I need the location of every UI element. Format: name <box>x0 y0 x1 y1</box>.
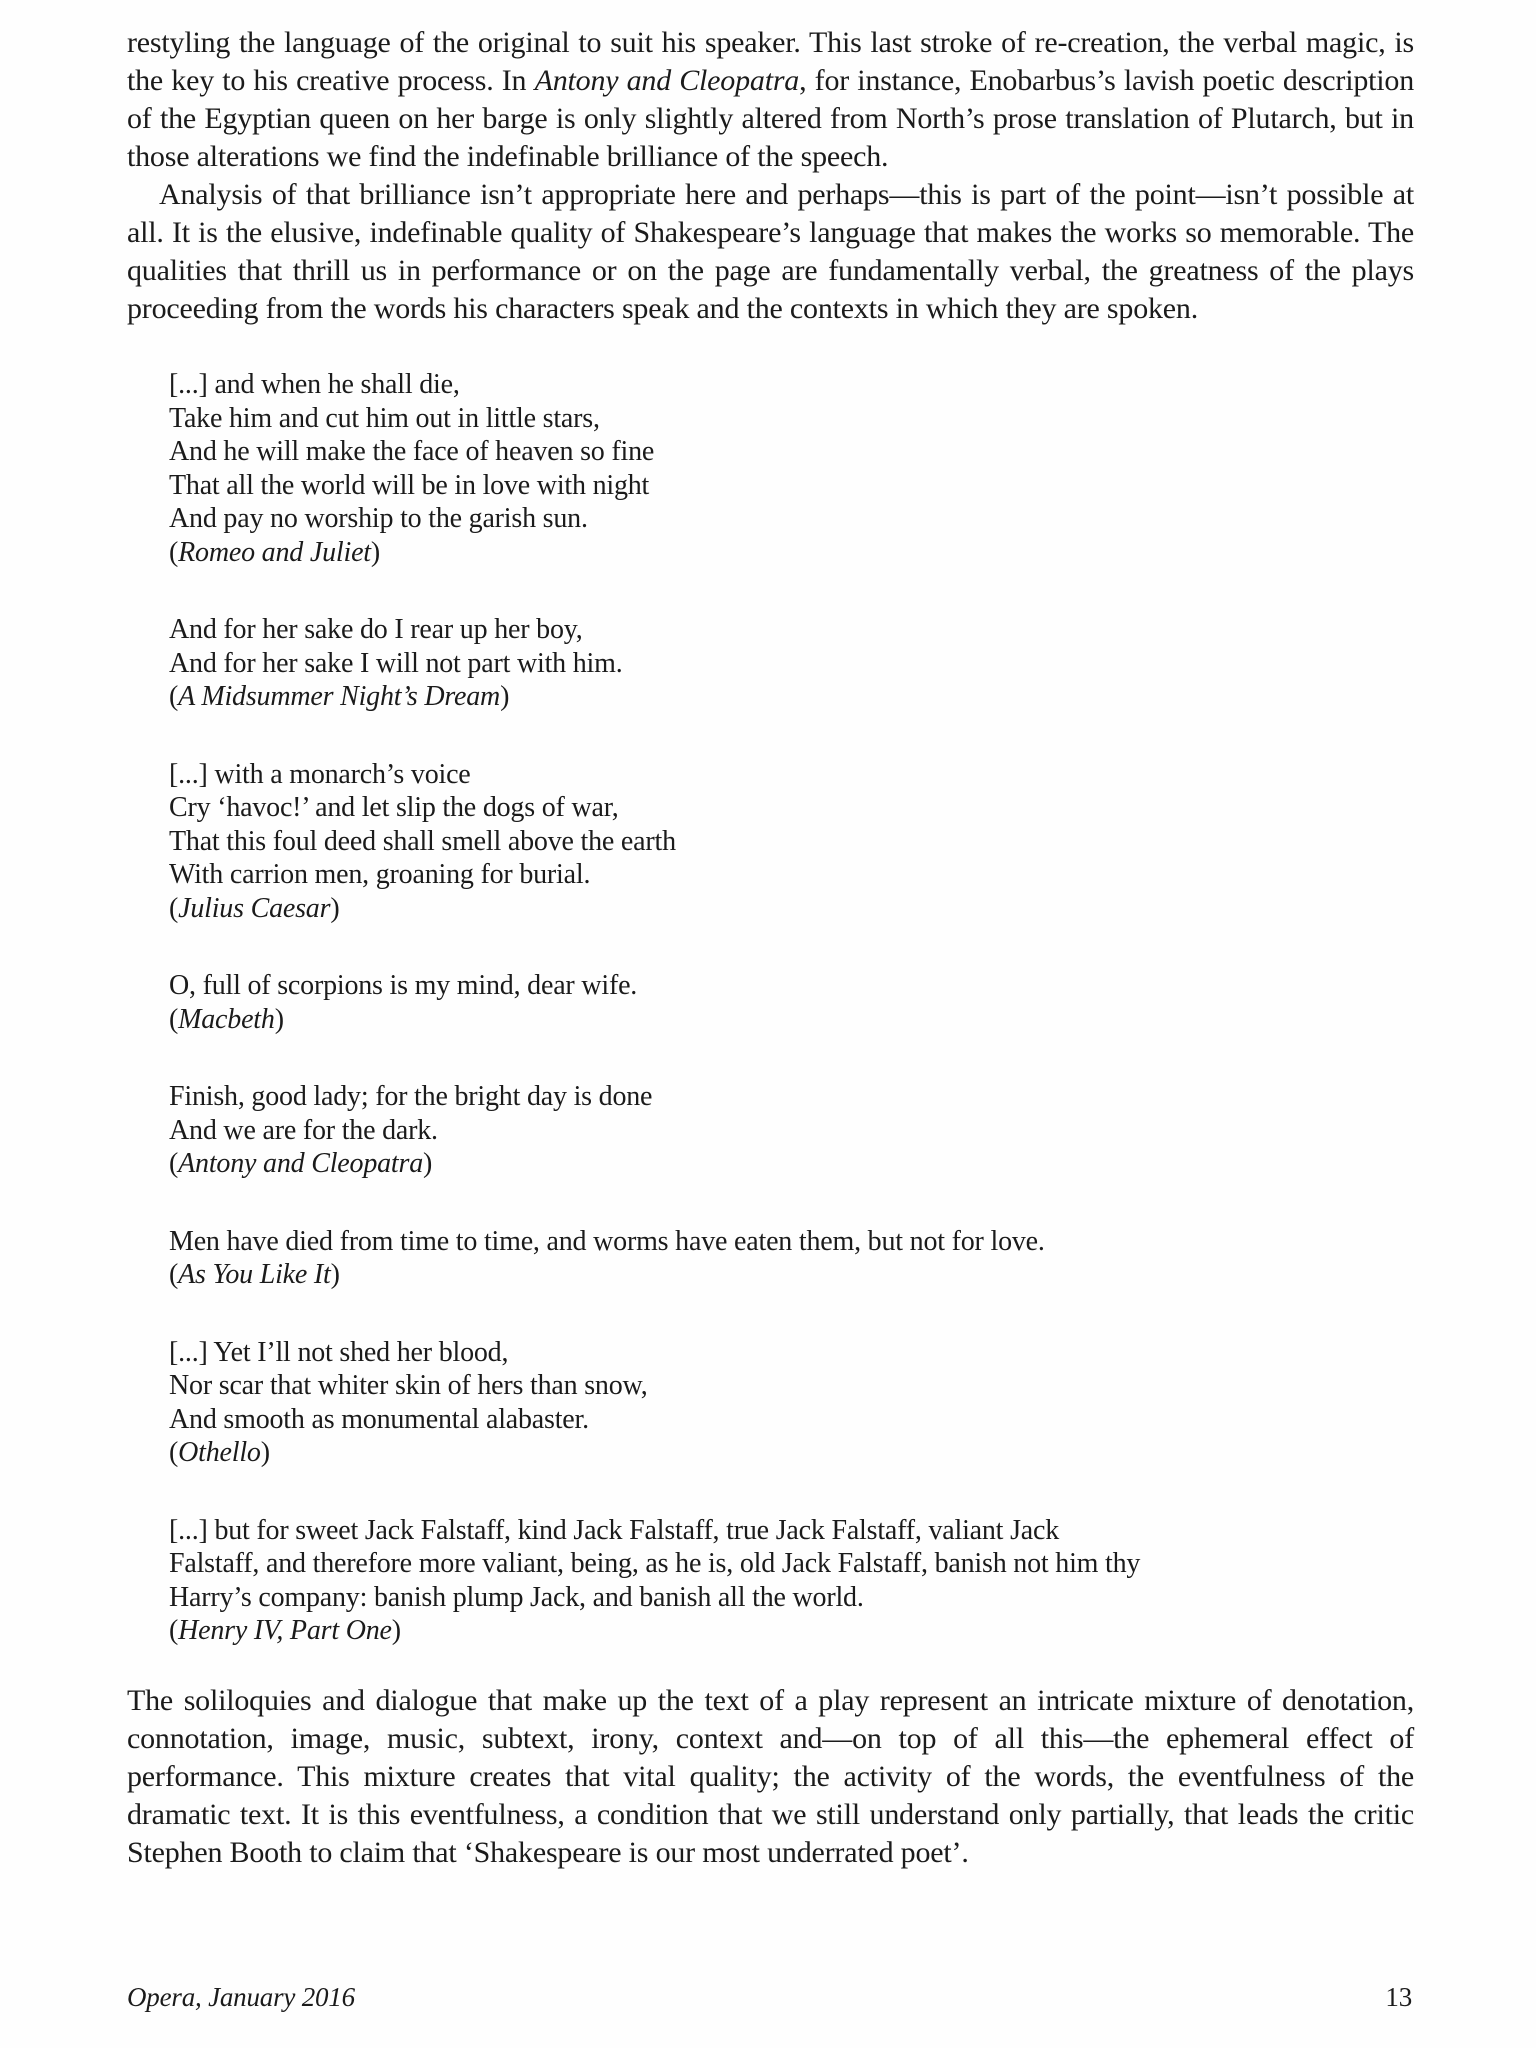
play-title: Antony and Cleopatra <box>178 1148 423 1179</box>
block-quote-midsummer-nights-dream <box>169 613 1414 714</box>
play-title: Romeo and Juliet <box>178 536 371 568</box>
quote-attribution <box>169 1258 1414 1292</box>
quote-attribution <box>169 1436 1414 1470</box>
quote-line: Nor scar that whiter skin of hers than snow, <box>169 1370 648 1401</box>
quote-line: Falstaff, and therefore more valiant, being, as he is, old Jack Falstaff, banish not him thy <box>169 1548 1141 1579</box>
paren-open: ( <box>169 536 179 568</box>
paren-close: ) <box>370 536 380 568</box>
block-quote-as-you-like-it <box>169 1225 1414 1292</box>
page-content <box>127 24 1414 1872</box>
quote-line: And for her sake do I rear up her boy, <box>169 614 583 645</box>
play-title-inline: Antony and Cleopatra <box>534 64 800 97</box>
quote-line: With carrion men, groaning for burial. <box>169 859 591 890</box>
quote-line: [...] and when he shall die, <box>169 369 460 400</box>
page-footer <box>127 1982 1412 2012</box>
quote-line: Finish, good lady; for the bright day is done <box>169 1081 653 1112</box>
quote-attribution <box>169 1003 1414 1037</box>
block-quote-othello <box>169 1336 1414 1470</box>
block-quote-henry-iv-part-one <box>169 1514 1414 1648</box>
paren-open: ( <box>169 1148 179 1179</box>
block-quote-romeo-and-juliet <box>169 368 1414 569</box>
paren-close: ) <box>330 892 340 924</box>
quote-attribution <box>169 1614 1414 1648</box>
block-quote-antony-and-cleopatra <box>169 1080 1414 1181</box>
paren-close: ) <box>330 1259 340 1290</box>
paragraph-continuation <box>127 24 1414 176</box>
paren-open: ( <box>169 892 179 924</box>
quote-attribution <box>169 892 1414 926</box>
play-title: A Midsummer Night’s Dream <box>178 681 501 712</box>
page-number: 13 <box>1385 1982 1412 2012</box>
quote-line: And pay no worship to the garish sun. <box>169 503 588 534</box>
paragraph-analysis: Analysis of that brilliance isn’t appropriate here and perhaps—this is part of the point—isn’t possible at all. It is the elusive, indefinable quality of Shakespeare’s language that makes the works so memorable. The qualities that thrill us in performance or on the page are fundamentally verbal, the greatness of the plays proceeding from the words his characters speak and the contexts in which they are spoken. <box>127 178 1414 325</box>
quote-line: O, full of scorpions is my mind, dear wife. <box>169 970 638 1001</box>
quote-line: [...] but for sweet Jack Falstaff, kind Jack Falstaff, true Jack Falstaff, valiant Jack <box>169 1514 1060 1546</box>
paren-close: ) <box>274 1003 284 1035</box>
paragraph-text: restyling the language of the original to suit his speaker. This last stroke of re-creation, the verbal magic, is the key to his creative process. In <box>127 26 1414 97</box>
quote-line: Cry ‘havoc!’ and let slip the dogs of war, <box>169 792 619 823</box>
block-quote-julius-caesar <box>169 758 1414 926</box>
quote-attribution <box>169 536 1414 570</box>
paren-open: ( <box>169 1003 179 1035</box>
quote-list <box>169 368 1414 1648</box>
quote-line: And for her sake I will not part with him. <box>169 647 623 679</box>
quote-line: [...] with a monarch’s voice <box>169 758 471 790</box>
quote-attribution <box>169 1147 1414 1181</box>
quote-line: And smooth as monumental alabaster. <box>169 1403 589 1435</box>
play-title: As You Like It <box>178 1259 331 1290</box>
block-quote-macbeth <box>169 969 1414 1036</box>
play-title: Henry IV, Part One <box>178 1615 392 1646</box>
paren-close: ) <box>423 1148 433 1179</box>
quote-line: [...] Yet I’ll not shed her blood, <box>169 1336 509 1368</box>
quote-attribution <box>169 680 1414 714</box>
paren-open: ( <box>169 681 179 712</box>
paragraph-closing: The soliloquies and dialogue that make up the text of a play represent an intricate mixture of denotation, connotation, image, music, subtext, irony, context and—on top of all this—the ephemeral effect of performance. This mixture creates that vital quality; the activity of the words, the eventfulness of the dramatic text. It is this eventfulness, a condition that we still understand only partially, that leads the critic Stephen Booth to claim that ‘Shakespeare is our most underrated poet’. <box>127 1683 1414 1869</box>
quote-line: That all the world will be in love with night <box>169 469 650 501</box>
paren-open: ( <box>169 1259 179 1290</box>
quote-line: Men have died from time to time, and worms have eaten them, but not for love. <box>169 1225 1045 1257</box>
quote-line: And he will make the face of heaven so fine <box>169 436 655 467</box>
paragraph-text: , for instance, Enobarbus’s lavish poetic description of the Egyptian queen on her barge is only slightly altered from North’s prose translation of Plutarch, but in those alterations we find the indefinable brilliance of the speech. <box>127 64 1414 173</box>
paren-close: ) <box>391 1615 401 1646</box>
play-title: Julius Caesar <box>178 892 331 924</box>
quote-line: That this foul deed shall smell above the earth <box>169 825 676 857</box>
paren-open: ( <box>169 1615 179 1646</box>
journal-issue-line: Opera, January 2016 <box>127 1982 355 2012</box>
quote-line: Take him and cut him out in little stars, <box>169 402 600 434</box>
play-title: Othello <box>178 1437 261 1468</box>
paren-close: ) <box>260 1437 270 1468</box>
paren-open: ( <box>169 1437 179 1468</box>
paren-close: ) <box>500 681 510 712</box>
quote-line: And we are for the dark. <box>169 1114 438 1146</box>
play-title: Macbeth <box>178 1003 275 1035</box>
quote-line: Harry’s company: banish plump Jack, and banish all the world. <box>169 1581 864 1613</box>
